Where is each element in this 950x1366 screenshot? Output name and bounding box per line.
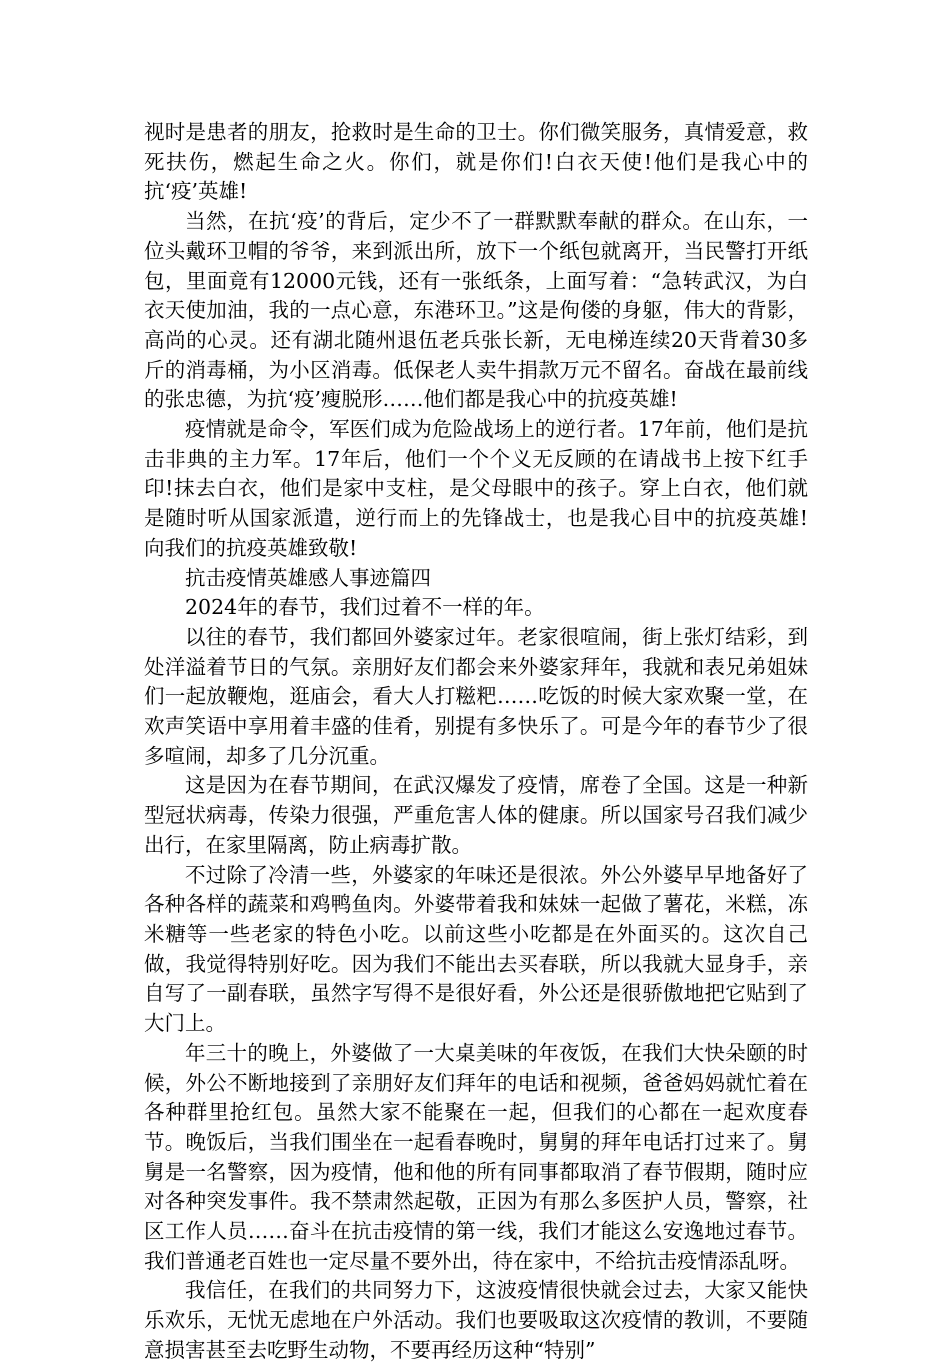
- paragraph-10: 我信任，在我们的共同努力下，这波疫情很快就会过去，大家又能快乐欢乐，无忧无虑地在户外活动。我们也要吸取这次疫情的教训，不要随意损害甚至去吃野生动物，不要再经历这种“特别”: [144, 1278, 808, 1362]
- section-heading: 抗击疫情英雄感人事迹篇四: [185, 565, 431, 590]
- document-body: [144, 118, 808, 1366]
- paragraph-7: 这是因为在春节期间，在武汉爆发了疫情，席卷了全国。这是一种新型冠状病毒，传染力很强，严重危害人体的健康。所以国家号召我们减少出行，在家里隔离，防止病毒扩散。: [144, 773, 808, 857]
- paragraph-2: 当然，在抗‘疫’的背后，定少不了一群默默奉献的群众。在山东，一位头戴环卫帽的爷爷，来到派出所，放下一个纸包就离开，当民警打开纸包，里面竟有12000元钱，还有一张纸条，上面写着：“急转武汉，为白衣天使加油，我的一点心意，东港环卫。”这是佝偻的身躯，伟大的背影，高尚的心灵。还有湖北随州退伍老兵张长新，无电梯连续20天背着30多斤的消毒桶，为小区消毒。低保老人卖牛捐款万元不留名。奋战在最前线的张忠德，为抗‘疫’瘦脱形……他们都是我心中的抗疫英雄!: [144, 209, 808, 412]
- paragraph-3: 疫情就是命令，军医们成为危险战场上的逆行者。17年前，他们是抗击非典的主力军。17年后，他们一个个义无反顾的在请战书上按下红手印!抹去白衣，他们是家中支柱，是父母眼中的孩子。穿上白衣，他们就是随时听从国家派遣，逆行而上的先锋战士，也是我心目中的抗疫英雄!向我们的抗疫英雄致敬!: [144, 417, 808, 560]
- paragraph-6: 以往的春节，我们都回外婆家过年。老家很喧闹，街上张灯结彩，到处洋溢着节日的气氛。亲朋好友们都会来外婆家拜年，我就和表兄弟姐妹们一起放鞭炮，逛庙会，看大人打糍粑……吃饭的时候大家欢聚一堂，在欢声笑语中享用着丰盛的佳肴，别提有多快乐了。可是今年的春节少了很多喧闹，却多了几分沉重。: [144, 624, 808, 768]
- paragraph-5: 2024年的春节，我们过着不一样的年。: [185, 595, 545, 620]
- paragraph-9: 年三十的晚上，外婆做了一大桌美味的年夜饭，在我们大快朵颐的时候，外公不断地接到了亲朋好友们拜年的电话和视频，爸爸妈妈就忙着在各种群里抢红包。虽然大家不能聚在一起，但我们的心都在一起欢度春节。晚饭后，当我们围坐在一起看春晚时，舅舅的拜年电话打过来了。舅舅是一名警察，因为疫情，他和他的所有同事都取消了春节假期，随时应对各种突发事件。我不禁肃然起敬，正因为有那么多医护人员，警察，社区工作人员……奋斗在抗击疫情的第一线，我们才能这么安逸地过春节。我们普通老百姓也一定尽量不要外出，待在家中，不给抗击疫情添乱呀。: [144, 1040, 808, 1273]
- paragraph-8: 不过除了冷清一些，外婆家的年味还是很浓。外公外婆早早地备好了各种各样的蔬菜和鸡鸭鱼肉。外婆带着我和妹妹一起做了薯花，米糕，冻米糖等一些老家的特色小吃。以前这些小吃都是在外面买的。这次自己做，我觉得特别好吃。因为我们不能出去买春联，所以我就大显身手，亲自写了一副春联，虽然字写得不是很好看，外公还是很骄傲地把它贴到了大门上。: [144, 862, 808, 1036]
- paragraph-1: 视时是患者的朋友，抢救时是生命的卫士。你们微笑服务，真情爱意，救死扶伤，燃起生命之火。你们，就是你们!白衣天使!他们是我心中的抗‘疫’英雄!: [144, 120, 808, 204]
